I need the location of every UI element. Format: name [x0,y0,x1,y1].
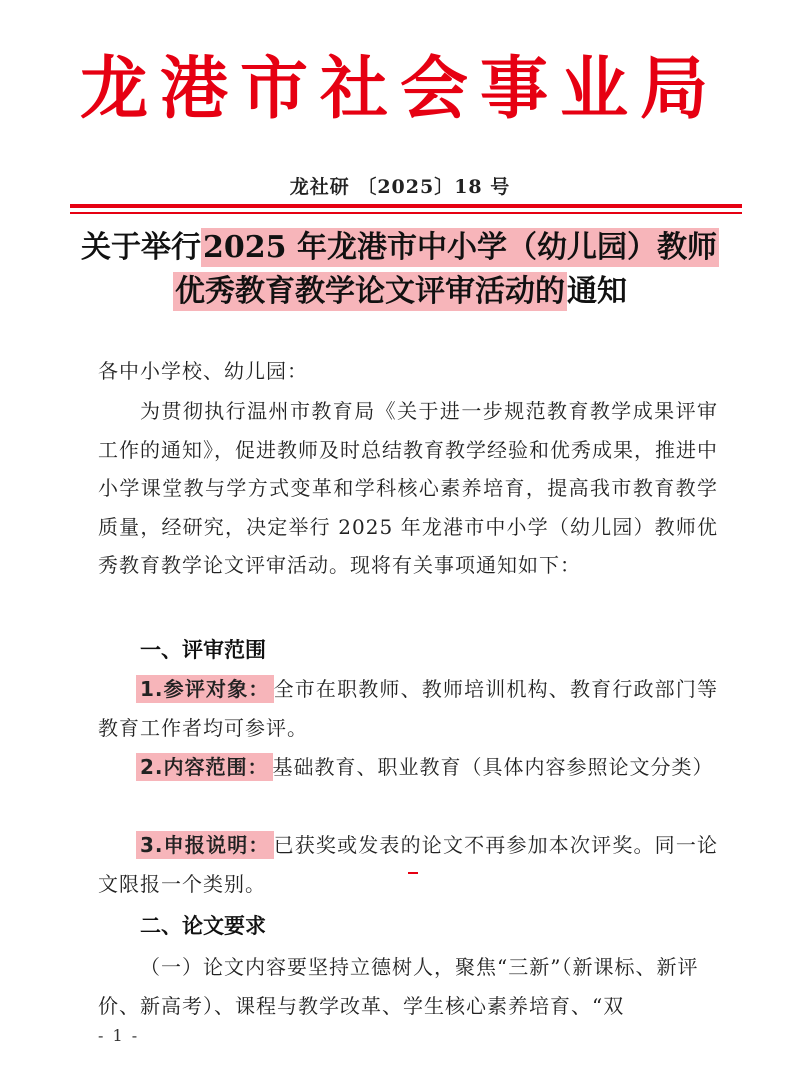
item-text: 基础教育、职业教育（具体内容参照论文分类） [272,755,714,779]
list-item [98,748,718,787]
item-text: 已获奖或发表的论文不再参加本次评奖。同一论文限报一个类别。 [98,833,719,896]
list-item [98,670,718,747]
red-divider-thin [70,212,742,214]
section-heading-requirements: 二、论文要求 [140,914,266,938]
notice-title-highlight-1: 2025 年龙港市中小学（幼儿园）教师 [203,230,717,265]
notice-title-prefix: 关于举行 [81,230,202,265]
page-number: - 1 - [98,1026,140,1045]
item-label: 1.参评对象： [136,675,274,703]
salutation: 各中小学校、幼儿园： [98,359,308,383]
red-divider-thick [70,204,742,208]
item-label: 2.内容范围： [136,753,273,781]
list-item [98,826,718,903]
red-mark [408,872,418,874]
intro-paragraph: 为贯彻执行温州市教育局《关于进一步规范教育教学成果评审工作的通知》，促进教师及时总结教育教学经验和优秀成果，推进中小学课堂教与学方式变革和学科核心素养培育，提高我市教育教学质量，经研究，决定举行 2025 年龙港市中小学（幼儿园）教师优秀教育教学论文评审活动。现将有关事项通知如下： [98,399,718,577]
requirements-paragraph: （一）论文内容要坚持立德树人，聚焦“三新”（新课标、新评价、新高考）、课程与教学改革、学生核心素养培育、“双 [98,955,699,1018]
issuing-authority-title: 龙港市社会事业局 [79,50,720,129]
document-number: 龙社研 〔2025〕18 号 [289,176,511,198]
section-heading-scope: 一、评审范围 [140,638,266,662]
item-label: 3.申报说明： [136,831,274,859]
item-text: 全市在职教师、教师培训机构、教育行政部门等教育工作者均可参评。 [98,677,719,740]
notice-title-line-1 [0,228,800,268]
notice-title-line-2 [0,272,800,312]
notice-title-highlight-2: 优秀教育教学论文评审活动的 [175,274,565,309]
notice-title-suffix: 通知 [567,274,627,309]
